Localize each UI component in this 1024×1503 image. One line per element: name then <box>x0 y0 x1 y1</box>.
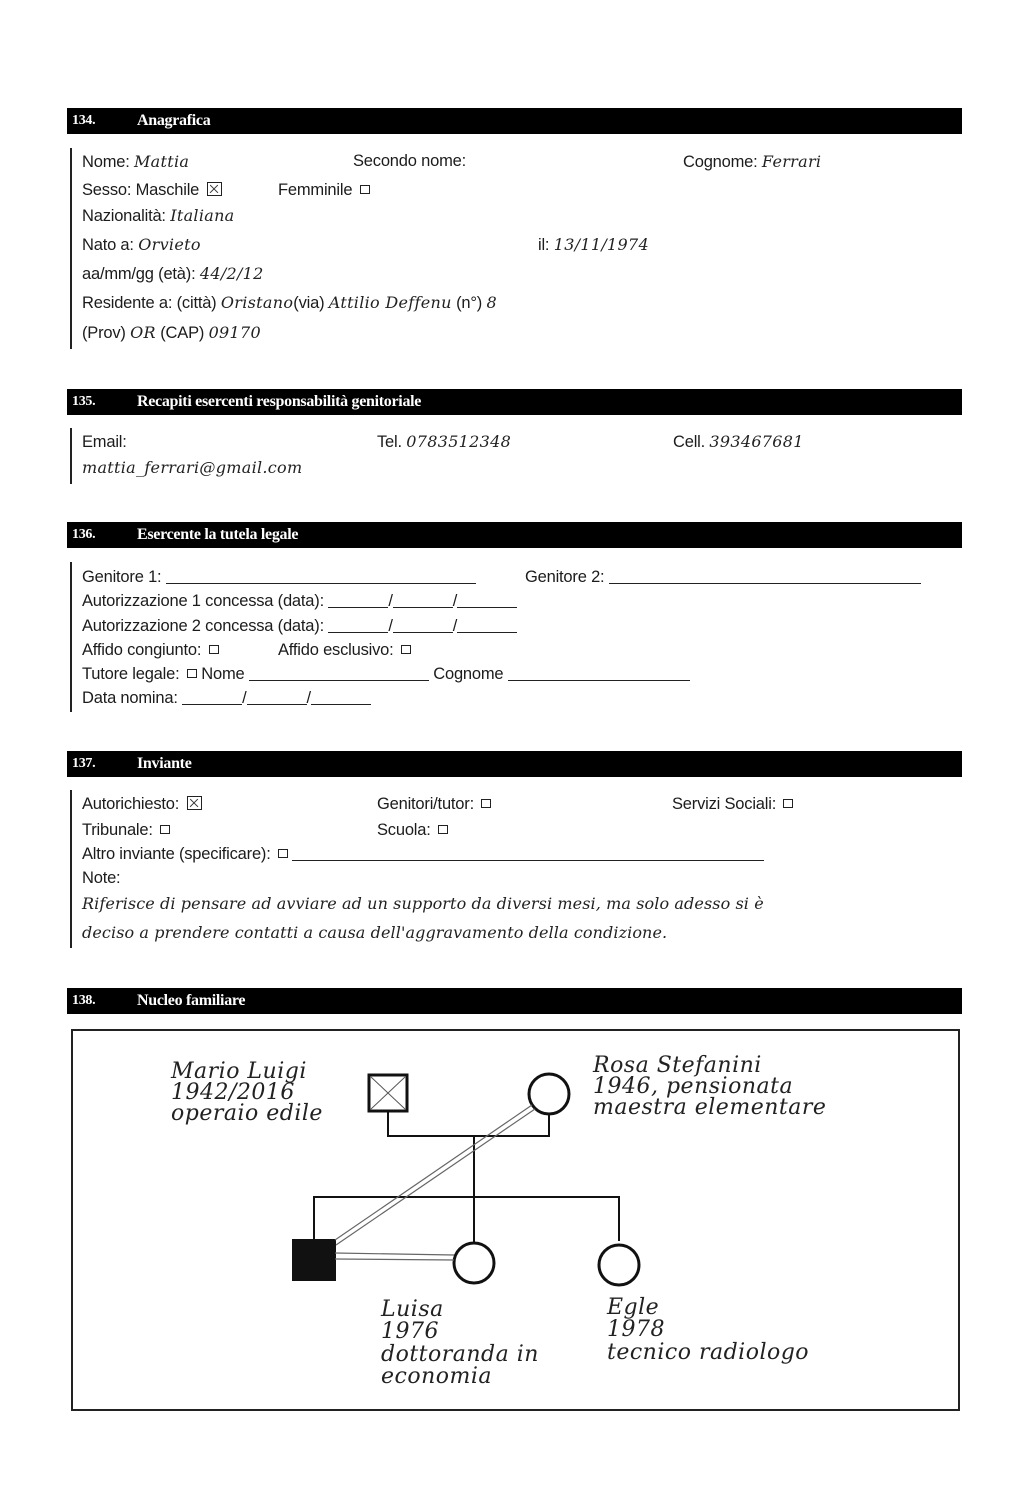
nazionalita-value: Italiana <box>170 206 235 225</box>
nato-a-value: Orvieto <box>138 235 201 254</box>
section-number: 136. <box>72 527 96 542</box>
eta-field[interactable] <box>82 264 264 284</box>
eta-value: 44/2/12 <box>199 264 264 283</box>
section-header-tutela <box>67 522 962 548</box>
secondo-nome-field[interactable] <box>353 151 466 171</box>
genitore2-input[interactable] <box>609 569 921 584</box>
civico-label: (n°) <box>456 294 483 312</box>
section-number: 134. <box>72 113 96 128</box>
mother-name: Rosa Stefanini <box>593 1053 762 1078</box>
section-title: Recapiti esercenti responsabilità genitoriale <box>137 393 422 410</box>
tutore-label: Tutore legale: <box>82 665 180 683</box>
tel-value: 0783512348 <box>406 432 512 451</box>
nome-value: Mattia <box>134 152 190 171</box>
servizi-checkbox[interactable] <box>783 799 793 808</box>
date-separator: / <box>388 617 393 635</box>
autorizzazione2-field[interactable] <box>82 616 517 636</box>
genitore2-label: Genitore 2: <box>525 568 605 586</box>
aut2-year-input[interactable] <box>457 618 517 633</box>
section-rule <box>70 148 72 349</box>
father-deceased-square-icon <box>369 1075 407 1111</box>
section-number: 138. <box>72 993 96 1008</box>
nomina-day-input[interactable] <box>182 690 242 705</box>
aut1-year-input[interactable] <box>457 593 517 608</box>
aut1-day-input[interactable] <box>328 593 388 608</box>
sister1-years: 1976 <box>381 1319 439 1344</box>
nazionalita-label: Nazionalità: <box>82 207 166 225</box>
father-years: 1942/2016 <box>171 1080 295 1105</box>
il-label: il: <box>538 236 550 254</box>
genitore1-field[interactable] <box>82 567 476 587</box>
altro-label: Altro inviante (specificare): <box>82 845 271 863</box>
cap-value: 09170 <box>208 323 261 342</box>
maschile-label: Maschile <box>135 181 200 199</box>
date-separator: / <box>306 689 311 707</box>
section-rule <box>70 428 72 484</box>
via-label: (via) <box>293 294 325 312</box>
section-title: Esercente la tutela legale <box>137 526 299 543</box>
section-header-nucleo <box>67 988 962 1014</box>
tutore-legale-field <box>82 664 690 684</box>
autorichiesto-label: Autorichiesto: <box>82 795 180 813</box>
aut2-label: Autorizzazione 2 concessa (data): <box>82 617 324 635</box>
nome-field[interactable] <box>82 152 189 172</box>
residenza-field[interactable] <box>82 293 497 313</box>
genitore1-label: Genitore 1: <box>82 568 162 586</box>
section-title: Anagrafica <box>137 112 211 129</box>
tutore-cognome-label: Cognome <box>433 665 504 683</box>
section-header-inviante <box>67 751 962 777</box>
sister2-job: tecnico radiologo <box>607 1340 810 1365</box>
affido-esclusivo-checkbox[interactable] <box>401 645 411 654</box>
close-relationship-lines <box>335 1105 535 1260</box>
scuola-field <box>377 820 448 840</box>
altro-inviante-field <box>82 844 764 864</box>
data-nascita-field[interactable] <box>538 235 649 255</box>
data-nascita-value: 13/11/1974 <box>553 235 649 254</box>
tutore-nome-input[interactable] <box>249 666 429 681</box>
servizi-label: Servizi Sociali: <box>672 795 777 813</box>
aut2-month-input[interactable] <box>393 618 453 633</box>
section-header-recapiti <box>67 389 962 415</box>
sister2-circle-icon <box>599 1245 639 1285</box>
sesso-field <box>82 180 222 200</box>
tel-label: Tel. <box>377 433 402 451</box>
note-label: Note: <box>82 869 121 887</box>
affido-congiunto-label: Affido congiunto: <box>82 641 202 659</box>
sister1-name: Luisa <box>381 1297 444 1322</box>
tribunale-checkbox[interactable] <box>160 825 170 834</box>
femminile-field <box>278 180 370 200</box>
secondo-nome-label: Secondo nome: <box>353 152 466 170</box>
maschile-checkbox[interactable] <box>207 182 222 196</box>
prov-value: OR <box>130 323 156 342</box>
scuola-checkbox[interactable] <box>438 825 448 834</box>
marriage-line <box>388 1111 549 1136</box>
mother-years: 1946, pensionata <box>593 1074 794 1099</box>
genogram-box <box>71 1029 960 1411</box>
altro-input[interactable] <box>292 846 764 861</box>
note-line-2[interactable]: deciso a prendere contatti a causa dell'aggravamento della condizione. <box>82 923 668 942</box>
date-separator: / <box>452 617 458 635</box>
cognome-field[interactable] <box>683 152 821 172</box>
scuola-label: Scuola: <box>377 821 431 839</box>
section-rule <box>70 562 72 712</box>
genitori-label: Genitori/tutor: <box>377 795 474 813</box>
autorichiesto-field <box>82 794 202 814</box>
autorizzazione1-field[interactable] <box>82 591 517 611</box>
genitori-tutor-field <box>377 794 491 814</box>
cell-value: 393467681 <box>709 432 804 451</box>
section-number: 137. <box>72 756 96 771</box>
affido-esclusivo-field <box>278 640 411 660</box>
via-value: Attilio Deffenu <box>328 293 452 312</box>
genitore2-field[interactable] <box>525 567 921 587</box>
data-nomina-field[interactable] <box>82 688 371 708</box>
prov-label: (Prov) <box>82 324 126 342</box>
email-value[interactable]: mattia_ferrari@gmail.com <box>82 458 303 477</box>
nomina-month-input[interactable] <box>247 690 307 705</box>
nomina-year-input[interactable] <box>311 690 371 705</box>
nato-a-label: Nato a: <box>82 236 134 254</box>
cognome-label: Cognome: <box>683 153 758 171</box>
mother-job: maestra elementare <box>593 1095 827 1120</box>
date-separator: / <box>242 689 247 707</box>
section-title: Nucleo familiare <box>137 992 246 1009</box>
nato-a-field[interactable] <box>82 235 201 255</box>
tutore-cognome-input[interactable] <box>508 666 690 681</box>
tribunale-label: Tribunale: <box>82 821 153 839</box>
sesso-label: Sesso: <box>82 181 132 199</box>
section-number: 135. <box>72 394 96 409</box>
servizi-sociali-field <box>672 794 793 814</box>
aut2-day-input[interactable] <box>328 618 388 633</box>
sister1-circle-icon <box>454 1243 494 1283</box>
eta-label: aa/mm/gg (età): <box>82 265 196 283</box>
data-nomina-label: Data nomina: <box>82 689 178 707</box>
aut1-label: Autorizzazione 1 concessa (data): <box>82 592 324 610</box>
genitori-checkbox[interactable] <box>481 799 491 808</box>
affido-congiunto-field <box>82 640 219 660</box>
email-label: Email: <box>82 433 127 451</box>
altro-checkbox[interactable] <box>278 849 288 858</box>
femminile-checkbox[interactable] <box>360 185 370 194</box>
date-separator: / <box>388 592 393 610</box>
section-title: Inviante <box>137 755 192 772</box>
tribunale-field <box>82 820 170 840</box>
tutore-checkbox[interactable] <box>187 669 197 678</box>
tutore-nome-label: Nome <box>201 665 245 683</box>
father-job: operaio edile <box>171 1101 323 1126</box>
nome-label: Nome: <box>82 153 130 171</box>
date-separator: / <box>452 592 458 610</box>
cognome-value: Ferrari <box>761 152 822 171</box>
affido-esclusivo-label: Affido esclusivo: <box>278 641 394 659</box>
cap-label: (CAP) <box>160 324 205 342</box>
section-rule <box>70 790 72 948</box>
note-line-1[interactable]: Riferisce di pensare ad avviare ad un supporto da diversi mesi, ma solo adesso si è <box>82 894 764 913</box>
genitore1-input[interactable] <box>166 569 476 584</box>
citta-value: Oristano <box>220 293 294 312</box>
affido-congiunto-checkbox[interactable] <box>209 645 219 654</box>
sister2-years: 1978 <box>607 1317 665 1342</box>
prov-cap-field[interactable] <box>82 323 261 343</box>
father-name: Mario Luigi <box>171 1059 307 1084</box>
sister1-job-1: dottoranda in <box>381 1342 539 1367</box>
aut1-month-input[interactable] <box>393 593 453 608</box>
section-header-anagrafica <box>67 108 962 134</box>
cell-label: Cell. <box>673 433 706 451</box>
sister2-name: Egle <box>607 1295 660 1320</box>
mother-circle-icon <box>529 1074 569 1114</box>
nazionalita-field[interactable] <box>82 206 235 226</box>
residente-label: Residente a: (città) <box>82 294 217 312</box>
patient-filled-square-icon <box>293 1240 335 1280</box>
cell-field[interactable] <box>673 432 804 452</box>
femminile-label: Femminile <box>278 181 353 199</box>
civico-value: 8 <box>486 293 497 312</box>
sister1-job-2: economia <box>381 1364 493 1389</box>
autorichiesto-checkbox[interactable] <box>187 796 202 810</box>
tel-field[interactable] <box>377 432 511 452</box>
